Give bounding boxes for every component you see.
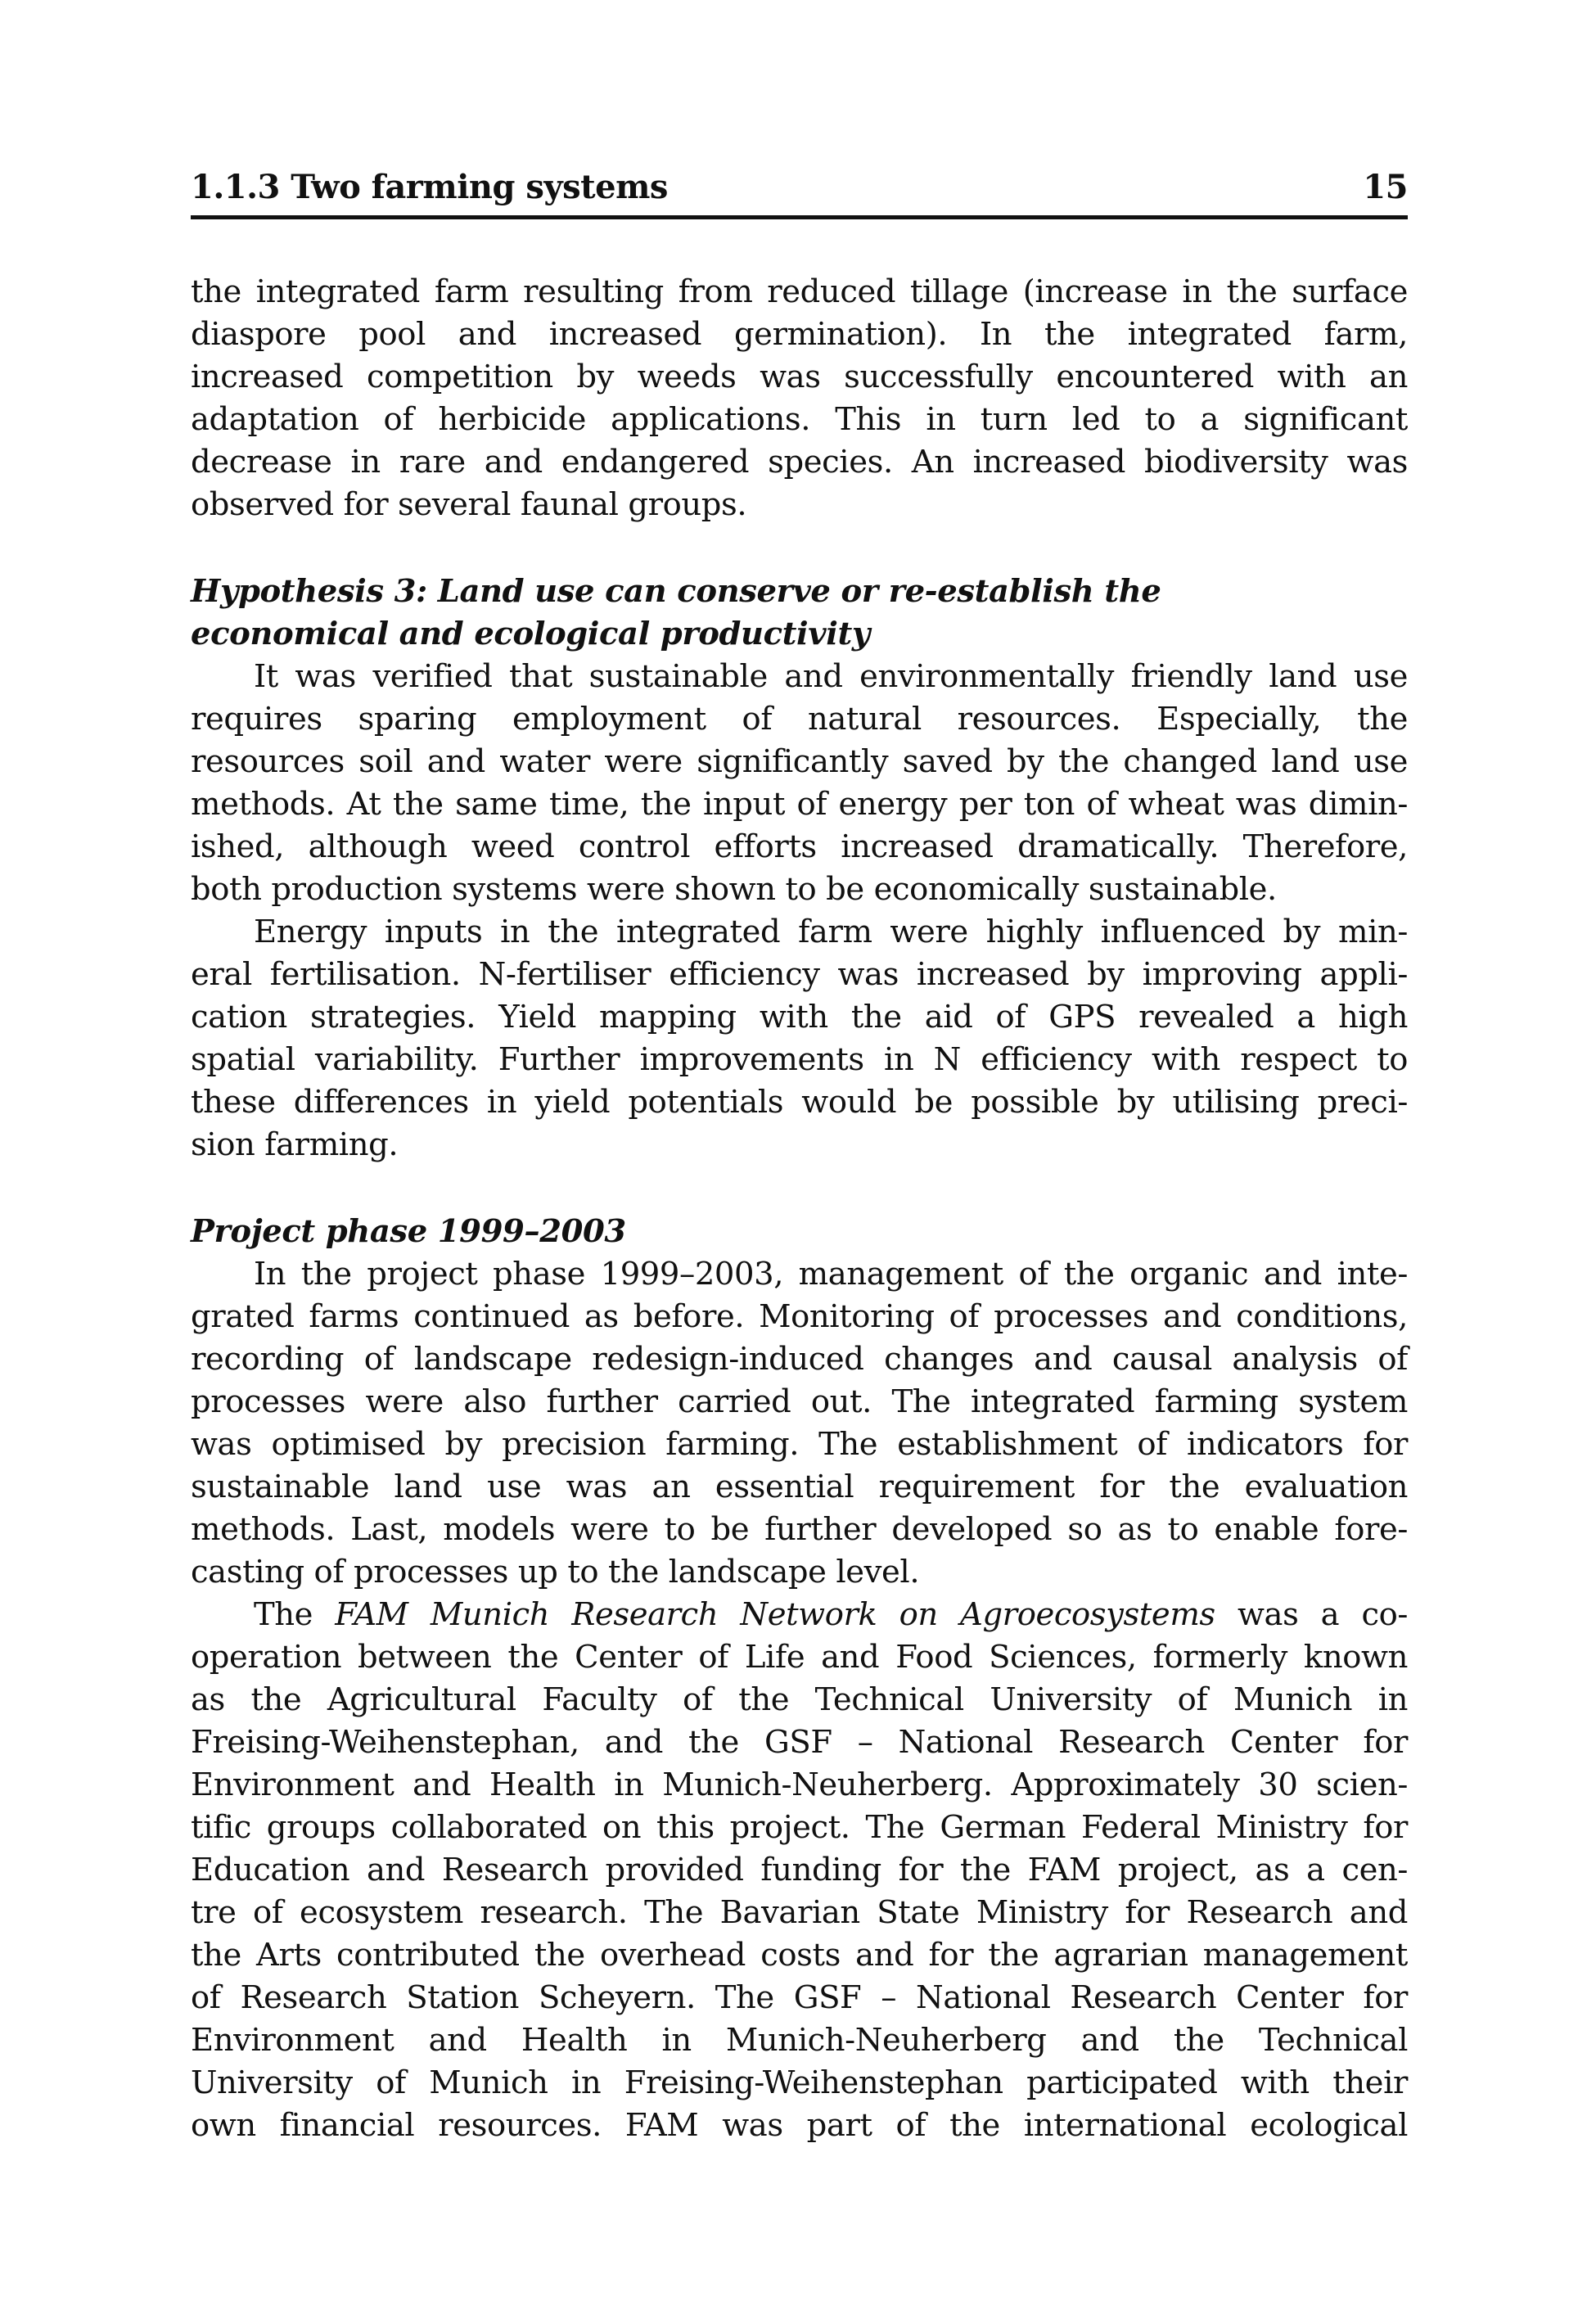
project-phase-section <box>191 1211 1408 2147</box>
text-line: Environment and Health in Munich-Neuherberg and the Technical <box>191 2022 1408 2059</box>
text-line: tific groups collaborated on this project. The German Federal Ministry for <box>191 1809 1408 1846</box>
text-line: methods. Last, models were to be further developed so as to enable fore- <box>191 1511 1408 1548</box>
text-line: operation between the Center of Life and Food Sciences, formerly known <box>191 1639 1408 1676</box>
text-line: eral fertilisation. N-fertiliser efficiency was increased by improving appli- <box>191 956 1408 993</box>
hypothesis-3-section <box>191 571 1408 1166</box>
project-phase-heading: Project phase 1999–2003 <box>191 1213 626 1250</box>
text-line: these differences in yield potentials would be possible by utilising preci- <box>191 1084 1408 1121</box>
text-line: Freising-Weihenstephan, and the GSF – National Research Center for <box>191 1724 1408 1761</box>
text-line: tre of ecosystem research. The Bavarian State Ministry for Research and <box>191 1894 1408 1931</box>
text-line: requires sparing employment of natural resources. Especially, the <box>191 701 1408 738</box>
hypothesis-heading: economical and ecological productivity <box>191 616 870 652</box>
network-name-italic: FAM Munich Research Network on Agroecosystems <box>335 1596 1215 1633</box>
text-line: own financial resources. FAM was part of the international ecological <box>191 2107 1408 2144</box>
text-line: It was verified that sustainable and environmentally friendly land use <box>254 658 1408 695</box>
section-title: 1.1.3 Two farming systems <box>191 168 668 206</box>
text-line: resources soil and water were significantly saved by the changed land use <box>191 743 1408 780</box>
text-line: was optimised by precision farming. The establishment of indicators for <box>191 1426 1408 1463</box>
section-gap <box>191 1166 1408 1211</box>
hypothesis-heading: Hypothesis 3: Land use can conserve or re-establish the <box>191 573 1161 610</box>
text-line: methods. At the same time, the input of energy per ton of wheat was dimin- <box>191 786 1408 823</box>
text-line: cation strategies. Yield mapping with the aid of GPS revealed a high <box>191 999 1408 1035</box>
text-line: of Research Station Scheyern. The GSF – National Research Center for <box>191 1979 1408 2016</box>
text-line: Education and Research provided funding for the FAM project, as a cen- <box>191 1852 1408 1888</box>
text-line: adaptation of herbicide applications. This in turn led to a significant <box>191 401 1408 438</box>
text-run: was a co- <box>1215 1596 1408 1633</box>
header-rule <box>191 215 1408 219</box>
text-line: increased competition by weeds was successfully encountered with an <box>191 359 1408 395</box>
text-line: sustainable land use was an essential requirement for the evaluation <box>191 1469 1408 1505</box>
text-line: Environment and Health in Munich-Neuherberg. Approximately 30 scien- <box>191 1766 1408 1803</box>
text-line: as the Agricultural Faculty of the Technical University of Munich in <box>191 1681 1408 1718</box>
text-line-with-italic <box>191 1594 1408 1636</box>
text-line: grated farms continued as before. Monitoring of processes and conditions, <box>191 1298 1408 1335</box>
text-line: In the project phase 1999–2003, management of the organic and inte- <box>254 1256 1408 1293</box>
text-line: processes were also further carried out. The integrated farming system <box>191 1383 1408 1420</box>
body-text <box>191 271 1408 2147</box>
text-line: recording of landscape redesign-induced changes and causal analysis of <box>191 1341 1408 1378</box>
text-line: casting of processes up to the landscape level. <box>191 1554 920 1590</box>
text-line: the integrated farm resulting from reduced tillage (increase in the surface <box>191 273 1408 310</box>
text-run: The <box>254 1596 336 1633</box>
text-line: sion farming. <box>191 1126 399 1163</box>
text-line: decrease in rare and endangered species. An increased biodiversity was <box>191 444 1408 480</box>
text-line: Energy inputs in the integrated farm were highly influenced by min- <box>254 914 1408 950</box>
text-line: ished, although weed control efforts increased dramatically. Therefore, <box>191 828 1408 865</box>
page-number: 15 <box>1363 168 1408 206</box>
text-line: spatial variability. Further improvements in N efficiency with respect to <box>191 1041 1408 1078</box>
text-line: diaspore pool and increased germination). In the integrated farm, <box>191 316 1408 353</box>
running-head <box>191 166 1408 209</box>
text-line: both production systems were shown to be economically sustainable. <box>191 871 1277 908</box>
section-gap <box>191 526 1408 571</box>
text-line: University of Munich in Freising-Weihenstephan participated with their <box>191 2064 1408 2101</box>
paragraph-continuation <box>191 271 1408 526</box>
text-line: observed for several faunal groups. <box>191 486 747 523</box>
text-line: the Arts contributed the overhead costs and for the agrarian management <box>191 1937 1408 1974</box>
